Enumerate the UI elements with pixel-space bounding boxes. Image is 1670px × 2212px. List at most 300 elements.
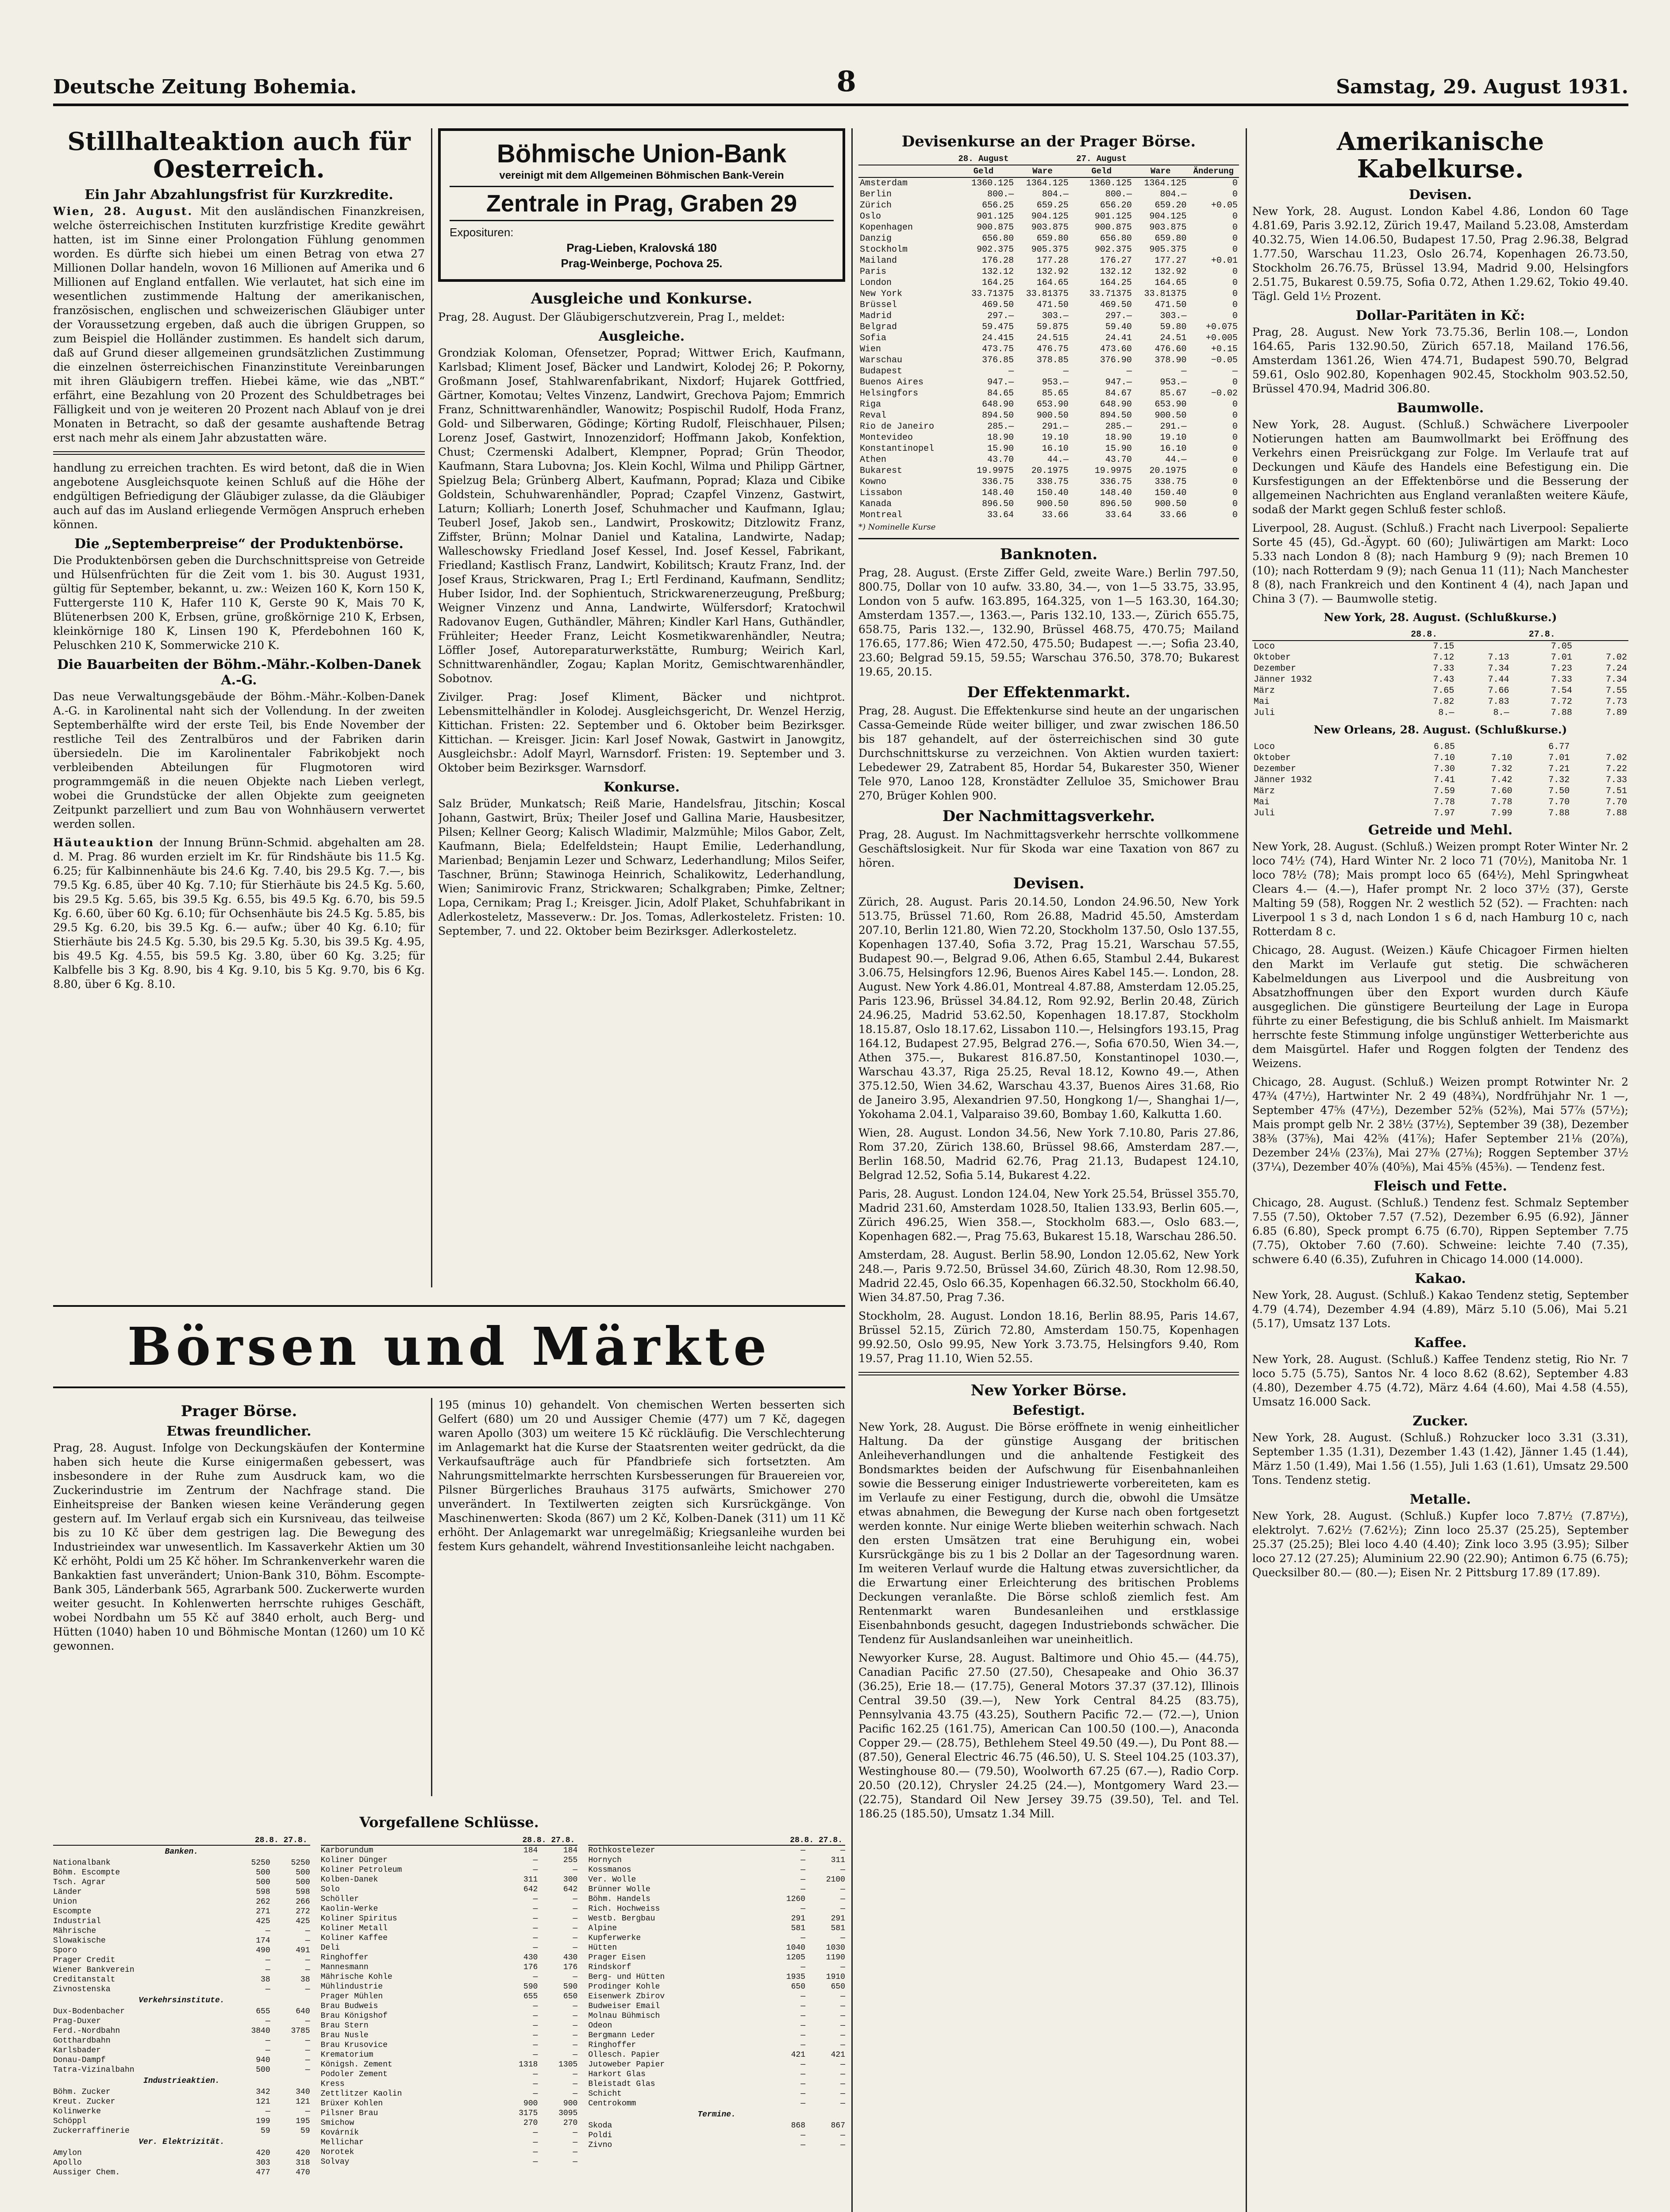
kursliste-value: 255 xyxy=(563,1856,578,1865)
kursliste-value: 5250 xyxy=(251,1859,270,1867)
devisen-value: 902.375 xyxy=(1094,245,1132,255)
kursliste-row xyxy=(53,1975,310,1985)
haeuteauktion-heading: Häuteauktion xyxy=(53,836,155,849)
kursliste-category: Verkehrsinstitute. xyxy=(139,1996,225,2005)
chicago-text: Chicago, 28. August. (Weizen.) Käufe Chicagoer Firmen hielten den Markt im Verlaufe gut stetig. Die schwächeren Kabelmeldungen aus Liverpool und die Ausbreitung von Absatzhoffnungen über den Export wurden durch Käufe ausgeglichen. Die günstigere Beurteilung der Lage in Europa führte zu einer Befestigung, die bis Schluß anhielt. Im Maismarkt herrschte feste Stimmung infolge ungünstiger Wetterberichte aus dem Maisgürtel. Hafer und Roggen folgten der Tendenz des Weizens. xyxy=(1252,944,1628,1070)
futures-value: 7.89 xyxy=(1605,708,1627,718)
kursliste-name: Brau Stern xyxy=(320,2021,369,2030)
devisen-city: Amsterdam xyxy=(860,178,908,188)
devisen-row xyxy=(858,300,1239,311)
kursliste-value: 1190 xyxy=(826,1953,845,1962)
devisen-value: +0.01 xyxy=(1211,256,1238,266)
devisen-row xyxy=(858,465,1239,476)
devisen-value: 378.90 xyxy=(1154,355,1187,365)
kursliste-name: Mährische xyxy=(53,1927,96,1936)
haeuteauktion-text xyxy=(53,836,425,991)
kursliste-value: 1305 xyxy=(558,2060,578,2069)
futures-header-cell xyxy=(1574,629,1628,641)
kursliste-name: Krematorium xyxy=(320,2051,373,2059)
futures-value: 7.82 xyxy=(1433,697,1455,707)
devisen-value: — xyxy=(1181,366,1187,376)
devisen-city: Sofia xyxy=(860,333,887,343)
kursliste-value: — xyxy=(800,1992,805,2001)
kursliste-value: — xyxy=(840,2131,845,2140)
stillhalte-paragraph-1 xyxy=(53,204,425,445)
devisen-city: New York xyxy=(860,289,903,299)
futures-header-cell: 27.8. xyxy=(1510,629,1573,641)
futures-value xyxy=(1456,741,1514,753)
kursliste-value: — xyxy=(305,2046,310,2055)
fleisch-text: Chicago, 28. August. (Schluß.) Tendenz fest. Schmalz September 7.55 (7.50), Oktober 7.57 (7.52), Dezember 6.95 (6.92), Jänner 6.85 (6.80), Speck prompt 6.75 (6.70), Rippen September 7.75 (7.75), Oktober 7.60 (7.60). Schweine: leichte 7.40 (7.35), schwere 6.40 (6.35), Zufuhren in Chicago 14.000 (14.000). xyxy=(1252,1196,1628,1266)
kursliste-name: Mellichar xyxy=(320,2138,364,2147)
devisen-row xyxy=(858,288,1239,300)
kursliste-value: 868 xyxy=(791,2121,805,2130)
devisen-city: Danzig xyxy=(860,234,892,244)
kursliste-name: Donau-Dampf xyxy=(53,2056,106,2065)
kursliste-row xyxy=(321,2040,578,2050)
futures-header-cell xyxy=(1252,629,1393,641)
devisen-city: Buenos Aires xyxy=(860,377,924,388)
ausgleich-continued: handlung zu erreichen trachten. Es wird betont, daß die in Wien angebotene Ausgleichsquote keinen Schluß auf die Höhe der endgültigen Befriedigung der Gläubiger zulasse, da die Gläubiger auch auf das im Ausland erliegende Vermögen Anspruch erheben können. xyxy=(53,461,425,531)
devisen-date-cell xyxy=(1133,153,1188,165)
devisen-row xyxy=(858,443,1239,454)
stillhalte-dateline: Wien, 28. August. xyxy=(53,205,193,218)
kursliste-value: — xyxy=(800,2089,805,2098)
kursliste-header-date: 27.8. xyxy=(283,1836,308,1845)
kursliste-name: Hornych xyxy=(588,1856,622,1865)
kursliste-value: 655 xyxy=(523,1992,538,2001)
kursliste-value: 650 xyxy=(831,1982,845,1991)
ad-branches-label: Exposituren: xyxy=(450,226,514,239)
kursliste-header-date: 27.8. xyxy=(818,1836,843,1845)
kursliste-header-date: 28.8. xyxy=(254,1836,279,1845)
stillhalte-subhead: Ein Jahr Abzahlungsfrist für Kurzkredite. xyxy=(85,187,393,203)
devisen-row xyxy=(858,322,1239,333)
devisen-value: 0 xyxy=(1232,411,1238,421)
futures-value: 7.70 xyxy=(1548,797,1570,808)
kursliste-value: — xyxy=(305,2056,310,2065)
devisen-paris: Paris, 28. August. London 124.04, New York 25.54, Brüssel 355.70, Madrid 231.60, Amsterdam 1028.50, Italien 133.93, Berlin 605.—, Zürich 496.25, Wien 358.—, Stockholm 683.—, Oslo 683.—, Kopenhagen 682.—, Prag 75.63, Bukarest 15.18, Warschau 286.50. xyxy=(858,1187,1239,1243)
kursliste-row xyxy=(588,1982,845,1992)
kursliste-name: Odeon xyxy=(588,2021,612,2030)
kursliste-name: Solvay xyxy=(320,2158,350,2166)
kursliste-value: — xyxy=(573,2021,578,2030)
devisen-row xyxy=(858,177,1239,189)
devisen-row xyxy=(858,499,1239,510)
kursliste-name: Bergmann Leder xyxy=(588,2031,655,2040)
kursliste-value: 430 xyxy=(523,1953,538,1962)
kursliste-name: Königsh. Zement xyxy=(320,2060,392,2069)
kursliste-row xyxy=(588,2040,845,2050)
devisen-value: 33.64 xyxy=(1105,510,1132,520)
kursliste-row xyxy=(588,1953,845,1962)
devisen-value: — xyxy=(1008,366,1014,376)
futures-month: Dezember xyxy=(1254,664,1297,674)
futures-value: 7.50 xyxy=(1548,786,1570,797)
kursliste-row xyxy=(588,1875,845,1885)
devisen-city: Belgrad xyxy=(860,322,897,332)
zucker-text: New York, 28. August. (Schluß.) Rohzucker loco 3.31 (3.31), September 1.35 (1.31), Dezember 1.43 (1.42), Jänner 1.45 (1.44), März 1.50 (1.49), Mai 1.56 (1.55), Juli 1.63 (1.61), Umsatz 29.500 Tons. Tendenz stetig. xyxy=(1252,1431,1628,1487)
kursliste-row xyxy=(321,2118,578,2128)
devisen-value: 297.— xyxy=(1105,311,1132,321)
futures-row xyxy=(1252,685,1628,696)
kursliste-value: 500 xyxy=(256,1868,270,1877)
nachmittag-text: Prag, 28. August. Im Nachmittagsverkehr herrschte vollkommene Geschäftslosigkeit. Nur für Skoda war eine Taxation von 867 zu hören. xyxy=(858,828,1239,869)
kursliste-row xyxy=(588,1972,845,1982)
devisen-value: 0 xyxy=(1232,466,1238,476)
kursliste-value: 1030 xyxy=(826,1943,845,1952)
kursliste-name: Amylon xyxy=(53,2149,82,2158)
devisen-row xyxy=(858,266,1239,277)
prager-boerse-text: Prag, 28. August. Infolge von Deckungskäufen der Kontermine haben sich heute die Kurse einigermaßen gebessert, was insbesondere in der Ruhe zum Ausdruck kam, wo die Zuckerindustrie im Zentrum der Nachfrage stand. Die Einheitspreise der Banken wiesen keine Veränderung gegen gestern auf. Im Verlauf ergab sich ein Kursniveau, das teilweise bis zu 10 Kč über dem gestrigen lag. Die Bewegung des Industrieindex war unwesentlich. Im Kassaverkehr Aktien um 30 Kč erhöht, Poldi um 25 Kč höher. Im Schrankenverkehr waren die Bankaktien fast unverändert; Union-Bank 310, Böhm. Escompte-Bank 305, Länderbank 565, Agrarbank 500. Zuckerwerte wurden weiter gesucht. In Kohlenwerten herrschte ruhiges Geschäft, wobei Nordbahn um 55 Kč auf 3840 erholt, auch Berg- und Hütten (1040) haben 10 und Böhmische Montan (1260) um 10 Kč gewonnen. xyxy=(53,1441,425,1652)
kursliste-value: — xyxy=(800,1934,805,1943)
kursliste-row xyxy=(588,2031,845,2040)
kursliste-value: 642 xyxy=(563,1885,578,1894)
kursliste-value: 272 xyxy=(296,1907,310,1916)
devisen-value: 648.90 xyxy=(982,399,1014,410)
futures-month: Loco xyxy=(1254,641,1275,652)
union-bank-advertisement xyxy=(438,128,845,282)
devisen-row xyxy=(858,388,1239,399)
kursliste-name: Schicht xyxy=(588,2089,622,2098)
kursliste-header-date: 28.8. xyxy=(522,1836,546,1845)
newspaper-page xyxy=(53,66,1628,2212)
devisen-value: 33.71375 xyxy=(971,289,1014,299)
devisen-value: 19.10 xyxy=(1042,433,1069,443)
kursliste-row xyxy=(53,2087,310,2097)
kursliste-value: 425 xyxy=(296,1917,310,1926)
boersen-maerkte-banner: Börsen und Märkte xyxy=(53,1305,845,1388)
kursliste-row xyxy=(588,1894,845,1904)
kursliste-name: Molnau Bühmisch xyxy=(588,2012,660,2020)
kursliste-name: Karborundum xyxy=(320,1846,373,1855)
futures-value: 7.88 xyxy=(1548,808,1570,819)
kursliste-header-date: 28.8. xyxy=(790,1836,814,1845)
kursliste-value: 900 xyxy=(523,2099,538,2108)
futures-value: 7.32 xyxy=(1548,775,1570,786)
kursliste-row xyxy=(588,2001,845,2011)
devisen-value: 43.70 xyxy=(1105,455,1132,465)
futures-month: März xyxy=(1254,786,1275,797)
futures-header-cell xyxy=(1455,629,1510,641)
devisen-row xyxy=(858,421,1239,432)
kursliste-name: Poldi xyxy=(588,2131,612,2140)
kursliste-name: Rich. Hochweiss xyxy=(588,1905,660,1913)
kursliste-value: — xyxy=(840,1885,845,1894)
devisen-row xyxy=(858,488,1239,499)
kursliste-value: 598 xyxy=(256,1888,270,1897)
kursliste-value: 477 xyxy=(256,2168,270,2177)
kursliste-value: 900 xyxy=(563,2099,578,2108)
devisen-value: 901.125 xyxy=(1094,211,1132,222)
devisen-value: 0 xyxy=(1232,399,1238,410)
devisen-city: Mailand xyxy=(860,256,897,266)
devisen-footnote: *) Nominelle Kurse xyxy=(858,522,936,532)
kursliste-name: Kolinwerke xyxy=(53,2107,101,2116)
kursliste-row xyxy=(588,1924,845,1933)
column-stillhalte xyxy=(53,128,425,1287)
futures-value: 7.33 xyxy=(1551,675,1572,685)
futures-month: Oktober xyxy=(1254,753,1291,764)
kursliste-row xyxy=(321,1865,578,1875)
kursliste-value: — xyxy=(840,1934,845,1943)
kursliste-value: — xyxy=(800,2141,805,2150)
kursliste-name: Nationalbank xyxy=(53,1859,111,1867)
getreide-label: Getreide und Mehl. xyxy=(1368,822,1513,838)
futures-value: 8.— xyxy=(1493,708,1509,718)
devisen-value: 176.28 xyxy=(982,256,1014,266)
kursliste-header xyxy=(321,1836,578,1846)
kursliste-value: 421 xyxy=(831,2051,845,2059)
devisen-value: 656.20 xyxy=(1100,200,1132,211)
kursliste-name: Rindskorf xyxy=(588,1963,631,1972)
kursliste-value: — xyxy=(840,2012,845,2020)
kursliste-name: Koliner Metall xyxy=(320,1924,388,1933)
devisen-value: 132.12 xyxy=(982,267,1014,277)
devisen-value: 338.75 xyxy=(1036,477,1069,487)
devisen-value: 148.40 xyxy=(982,488,1014,498)
devisen-city: Warschau xyxy=(860,355,903,365)
devisen-city: Riga xyxy=(860,399,881,410)
devisen-value: 33.81375 xyxy=(1026,289,1069,299)
futures-value: 7.33 xyxy=(1433,664,1455,674)
futures-row xyxy=(1252,786,1628,797)
kaffee-text: New York, 28. August. (Schluß.) Kaffee Tendenz stetig, Rio Nr. 7 loco 5.75 (5.75), Santos Nr. 4 loco 8.62 (8.62), September 4.83 (4.80), Dezember 4.75 (4.72), März 4.64 (4.60), Mai 4.58 (4.55), Umsatz 16.000 Sack. xyxy=(1252,1353,1628,1409)
devisen-city: Kowno xyxy=(860,477,887,487)
futures-value: 7.02 xyxy=(1605,653,1627,663)
kursliste-value: 581 xyxy=(831,1924,845,1933)
kursliste-value: — xyxy=(533,2070,538,2079)
devisen-city: Helsingfors xyxy=(860,388,919,399)
devisen-value: 177.27 xyxy=(1154,256,1187,266)
kursliste-name: Schöller xyxy=(320,1895,359,1904)
devisen-city: London xyxy=(860,278,892,288)
devisen-city: Montevideo xyxy=(860,433,913,443)
devisen-value: 336.75 xyxy=(1100,477,1132,487)
devisen-value: 44.— xyxy=(1047,455,1069,465)
kursliste-value: 1910 xyxy=(826,1973,845,1982)
devisen-value: 903.875 xyxy=(1031,223,1069,233)
kursliste-name: Podoler Zement xyxy=(320,2070,388,2079)
devisen-value: 900.50 xyxy=(1154,411,1187,421)
kursliste-value: — xyxy=(265,2107,270,2116)
kursliste-value: 266 xyxy=(296,1897,310,1906)
kursliste-name: Eisenwerk Zbirov xyxy=(588,1992,665,2001)
kursliste-value: — xyxy=(800,2060,805,2069)
kabel-devisen-text: New York, 28. August. London Kabel 4.86, London 60 Tage 4.81.69, Paris 3.92.12, Zürich 19.47, Mailand 5.23.08, Amsterdam 40.32.75, Wien 14.06.50, Budapest 17.50, Prag 2.96.38, Belgrad 1.77.50, Warschau 11.23, Oslo 26.74, Kopenhagen 26.73.50, Stockholm 26.76.75, Brüssel 13.94, Madrid 9.00, Helsingfors 2.51.75, Bukarest 0.59.75, Sofia 0.72, Athen 1.29.62, Tokio 49.40. Tägl. Geld 1½ Prozent. xyxy=(1252,205,1628,303)
devisen-value: +0.005 xyxy=(1205,333,1238,343)
devisen-value: — xyxy=(1126,366,1132,376)
devisen-value: 0 xyxy=(1232,488,1238,498)
kursliste-row xyxy=(321,2099,578,2108)
kursliste-row xyxy=(321,2060,578,2070)
kursliste-value: — xyxy=(573,2012,578,2020)
kursliste-name: Ver. Wolle xyxy=(588,1875,636,1884)
futures-value: 7.99 xyxy=(1491,808,1512,819)
septemberpreise-heading: Die „Septemberpreise“ der Produktenbörse. xyxy=(74,536,404,552)
devisen-value: 20.1975 xyxy=(1031,466,1069,476)
kursliste-value: — xyxy=(800,2080,805,2089)
devisen-city: Lissabon xyxy=(860,488,903,498)
kursliste-value: 303 xyxy=(256,2158,270,2167)
futures-month: Mai xyxy=(1254,697,1270,707)
kursliste-value: — xyxy=(533,1973,538,1982)
kursliste-row xyxy=(588,2121,845,2131)
kursliste-value: 311 xyxy=(831,1856,845,1865)
futures-no-label: New Orleans, 28. August. (Schlußkurse.) xyxy=(1313,723,1567,737)
kursliste-value: 3785 xyxy=(291,2027,310,2035)
kursliste-value: 940 xyxy=(256,2056,270,2065)
kursliste-name: Böhm. Handels xyxy=(588,1895,650,1904)
devisen-row xyxy=(858,366,1239,377)
kursliste-value: 184 xyxy=(563,1846,578,1855)
kursliste-column-1 xyxy=(53,1836,310,2203)
fleisch-label: Fleisch und Fette. xyxy=(1374,1179,1507,1194)
kursliste-name: Brüxer Kohlen xyxy=(320,2099,383,2108)
devisen-value: 336.75 xyxy=(982,477,1014,487)
devisen-value: 303.— xyxy=(1042,311,1069,321)
devisen-value: 378.85 xyxy=(1036,355,1069,365)
kursliste-value: — xyxy=(533,2089,538,2098)
kursliste-row xyxy=(321,1846,578,1855)
devisen-row xyxy=(858,233,1239,244)
kursliste-value: 271 xyxy=(256,1907,270,1916)
kursliste-name: Prag-Duxer xyxy=(53,2017,101,2026)
kursliste-category: Ver. Elektrizität. xyxy=(139,2138,225,2147)
devisen-city: Oslo xyxy=(860,211,881,222)
devisen-value: 0 xyxy=(1232,433,1238,443)
kursliste-row xyxy=(53,1965,310,1975)
kursliste-row xyxy=(53,1897,310,1907)
futures-value: 7.97 xyxy=(1433,808,1455,819)
devisen-value: 59.40 xyxy=(1105,322,1132,332)
devisen-value: 900.50 xyxy=(1036,411,1069,421)
stillhalte-text: Mit den ausländischen Finanzkreisen, welche österreichischen Instituten kurzfristige Kredite gewährt hatten, ist im Sinne einer Prolongation Fühlung genommen worden. Es dürfte sich hiebei um einen Betrag von etwa 27 Millionen Dollar handeln, wovon 16 Millionen auf Amerika und 6 Millionen auf England entfallen. Wie verlautet, hat sich eine im wesentlichen zustimmende Haltung der amerikanischen, französischen, englischen und schweizerischen Gläubiger unter der Voraussetzung ergeben, daß auch die übrigen Gruppen, so zum Beispiel die Holländer zustimmen. Es handelt sich darum, daß auf Grund dieser allgemeinen grundsätzlichen Zustimmung die einzelnen österreichischen Finanzinstitute Vereinbarungen mit ihren Gläubigern treffen. Hiebei käme, wie das „NBT.“ erfährt, eine Bezahlung von 20 Prozent des Schuldbetrages bei Fälligkeit und von je weiteren 20 Prozent nach Ablauf von je drei Monaten in Betracht, so daß der gesamte aushaftende Betrag erst nach mehr als einem Jahr abzustatten wäre. xyxy=(53,205,425,445)
kursliste-value: 430 xyxy=(563,1953,578,1962)
kursliste-row xyxy=(588,1914,845,1924)
kursliste-value: 184 xyxy=(523,1846,538,1855)
konkurse-label: Konkurse. xyxy=(603,780,680,795)
prager-boerse-headline: Prager Börse. xyxy=(181,1402,297,1420)
devisen-value: 15.90 xyxy=(1105,444,1132,454)
devisen-city: Reval xyxy=(860,411,887,421)
kursliste-value: — xyxy=(533,2158,538,2166)
kursliste-value: 176 xyxy=(523,1963,538,1972)
kursliste-name: Karlsbader xyxy=(53,2046,101,2055)
devisen-date-cell xyxy=(858,153,952,165)
kursliste-value: — xyxy=(800,1856,805,1865)
devisen-value: 947.— xyxy=(1105,377,1132,388)
dollar-paritaeten-text: Prag, 28. August. New York 73.75.36, Berlin 108.—, London 164.65, Paris 132.90.50, Zürich 657.18, Mailand 176.56, Amsterdam 1361.26, Wien 474.71, Budapest 590.70, Belgrad 59.61, Oslo 902.80, Kopenhagen 902.45, Stockholm 903.52.50, Brüssel 470.94, Madrid 306.80. xyxy=(1252,326,1628,396)
kursliste-value: — xyxy=(265,2017,270,2026)
kakao-text: New York, 28. August. (Schluß.) Kakao Tendenz stetig, September 4.79 (4.74), Dezember 4.94 (4.89), März 5.10 (5.06), Mai 5.21 (5.17), Umsatz 137 Lots. xyxy=(1252,1289,1628,1330)
column-rule xyxy=(1246,128,1247,2212)
kursliste-category: Termine. xyxy=(697,2110,736,2119)
kursliste-value: — xyxy=(573,1924,578,1933)
kursliste-value: — xyxy=(800,1846,805,1855)
kursliste-row xyxy=(53,2097,310,2107)
kursliste-row xyxy=(321,2089,578,2099)
devisen-row xyxy=(858,476,1239,488)
kursliste-row xyxy=(588,1855,845,1865)
devisen-city: Bukarest xyxy=(860,466,903,476)
devisen-value: 33.64 xyxy=(987,510,1014,520)
konkurse-headline: Ausgleiche und Konkurse. xyxy=(531,290,753,308)
devisen-value: 33.66 xyxy=(1042,510,1069,520)
devisen-value: 901.125 xyxy=(977,211,1014,222)
devisen-value: +0.05 xyxy=(1211,200,1238,211)
devisen-value: 0 xyxy=(1232,311,1238,321)
baumwolle-label: Baumwolle. xyxy=(1397,400,1484,416)
futures-value: 6.77 xyxy=(1548,742,1570,753)
kursliste-value: 1205 xyxy=(786,1953,805,1962)
devisen-value: 164.65 xyxy=(1154,278,1187,288)
kursliste-row xyxy=(321,1972,578,1982)
kursliste-value: — xyxy=(533,1934,538,1943)
devisen-row xyxy=(858,432,1239,443)
kursliste-row xyxy=(321,1875,578,1885)
devisen-value: 659.80 xyxy=(1036,234,1069,244)
futures-row xyxy=(1252,753,1628,764)
kursliste-value: — xyxy=(800,2002,805,2011)
newspaper-name: Deutsche Zeitung Bohemia. xyxy=(53,76,357,98)
kursliste-row xyxy=(321,1992,578,2001)
kursliste-value: — xyxy=(840,1846,845,1855)
kursliste-value: 420 xyxy=(296,2149,310,2158)
kursliste-value: — xyxy=(840,1866,845,1874)
kursliste-grid xyxy=(53,1836,845,2203)
devisen-value: 285.— xyxy=(987,422,1014,432)
kursliste-row xyxy=(53,2065,310,2075)
kursliste-row xyxy=(321,1953,578,1962)
ausgleiche-label: Ausgleiche. xyxy=(598,329,685,345)
devisen-value: 0 xyxy=(1232,444,1238,454)
kursliste-row xyxy=(53,1887,310,1897)
kursliste-value: — xyxy=(800,1963,805,1972)
devisen-city: Montreal xyxy=(860,510,903,520)
futures-value: 7.01 xyxy=(1548,753,1570,764)
futures-month: Loco xyxy=(1254,742,1275,753)
devisen-city: Berlin xyxy=(860,189,892,200)
kursliste-value: — xyxy=(573,2089,578,2098)
kursliste-row xyxy=(53,1985,310,1994)
kursliste-value: — xyxy=(573,2148,578,2157)
kursliste-name: Solo xyxy=(320,1885,340,1894)
devisen-value: 902.375 xyxy=(977,245,1014,255)
kursliste-name: Dux-Bodenbacher xyxy=(53,2007,125,2016)
kursliste-row xyxy=(321,2070,578,2079)
devisen-city: Brüssel xyxy=(860,300,897,310)
kursliste-name: Hütten xyxy=(588,1943,617,1952)
devisen-value: 905.375 xyxy=(1149,245,1187,255)
kursliste-header-dates xyxy=(255,1836,308,1845)
futures-value xyxy=(1574,641,1628,652)
devisen-value: 303.— xyxy=(1160,311,1187,321)
kursliste-name: Brünner Wolle xyxy=(588,1885,650,1894)
kursliste-value: — xyxy=(573,2128,578,2137)
kursliste-value: — xyxy=(840,1992,845,2001)
ad-branches xyxy=(450,225,834,271)
futures-row xyxy=(1252,764,1628,775)
devisen-value: 19.9975 xyxy=(1094,466,1132,476)
kursliste-value: 581 xyxy=(791,1924,805,1933)
futures-value: 7.33 xyxy=(1605,775,1627,786)
zivilgericht-text: Zivilger. Prag: Josef Kliment, Bäcker und nichtprot. Lebensmittelhändler in Kolodej. Ausgleichsgericht, Dr. Wenzel Herzig, Kittichan. Fristen: 22. September und 6. Oktober beim Bezirksger. Kittichan. — Kreisger. Jicin: Karl Josef Nowak, Gastwirt in Janowgitz, Ausgleichsbr.: Adolf Mayrl, Warnsdorf. Fristen: 19. September und 3. Oktober beim Bezirksger. Warnsdorf. xyxy=(438,691,845,775)
kursliste-value: 3095 xyxy=(558,2109,578,2118)
prager-boerse-text-b: 195 (minus 10) gehandelt. Von chemischen Werten besserten sich Gelfert (680) um 20 und Aussiger Chemie (477) um 7 Kč, dagegen waren Apollo (303) um weitere 15 Kč rückläufig. Die Verschlechterung im Anlagemarkt hat die Kurse der Staatsrenten weiter gedrückt, da die Verkaufsaufträge auch für Pfandbriefe sich fortsetzten. Am Nahrungsmittelmarkte herrschten Kursbesserungen für Brauereien vor, Pilsner Bürgerliches Brauhaus 3175 aufwärts, Smichower 270 unverändert. In Textilwerten zeigten sich Kursrückgänge. Von Maschinenwerten: Skoda (867) um 2 Kč, Kolben-Danek (311) um 11 Kč erhöht. Der Anlagemarkt war unregelmäßig; Kriegsanleihe wurden bei festem Kurs gehandelt, während Investitionsanleihe leicht nachgaben. xyxy=(438,1398,845,1553)
kursliste-value: — xyxy=(533,2148,538,2157)
kursliste-name: Prager Credit xyxy=(53,1956,115,1965)
